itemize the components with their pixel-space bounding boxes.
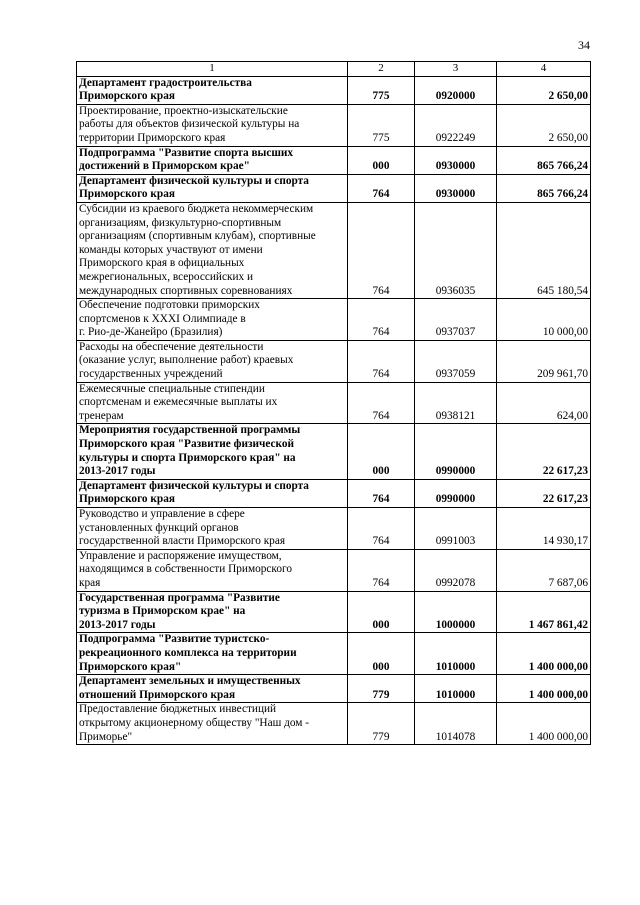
description-line: Приморского края в официальных xyxy=(79,257,245,270)
description-line: тренерам xyxy=(79,409,124,422)
table-row xyxy=(77,146,591,174)
description-line: туризма в Приморском крае" на xyxy=(79,605,246,618)
department-code: 764 xyxy=(348,508,415,550)
row-description xyxy=(77,549,348,591)
description-line: Подпрограмма "Развитие спорта высших xyxy=(79,146,294,159)
description-line: организациям, физкультурно-спортивным xyxy=(79,216,282,229)
description-line: Ежемесячные специальные стипендии xyxy=(79,382,265,395)
amount: 209 961,70 xyxy=(497,340,591,382)
description-line: установленных функций органов xyxy=(79,521,239,534)
table-row xyxy=(77,508,591,550)
table-row xyxy=(77,549,591,591)
description-line: Приморского края xyxy=(79,90,175,103)
table-row xyxy=(77,633,591,675)
target-article-code: 0990000 xyxy=(415,479,497,507)
row-description xyxy=(77,202,348,298)
description-line: Приморского края "Развитие физической xyxy=(79,438,295,451)
description-line: (оказание услуг, выполнение работ) краевых xyxy=(79,354,294,367)
row-description xyxy=(77,340,348,382)
description-line: государственных учреждений xyxy=(79,368,223,381)
budget-table xyxy=(76,61,591,745)
description-line: команды которых участвуют от имени xyxy=(79,243,263,256)
table-row xyxy=(77,340,591,382)
target-article-code: 0937037 xyxy=(415,299,497,341)
description-line: Предоставление бюджетных инвестиций xyxy=(79,703,277,716)
description-line: достижений в Приморском крае" xyxy=(79,160,250,173)
target-article-code: 0938121 xyxy=(415,382,497,424)
amount: 624,00 xyxy=(497,382,591,424)
description-line: работы для объектов физической культуры на xyxy=(79,118,300,131)
amount: 865 766,24 xyxy=(497,174,591,202)
page-number: 34 xyxy=(578,38,590,52)
description-line: находящимся в собственности Приморского xyxy=(79,563,292,576)
table-row xyxy=(77,174,591,202)
target-article-code: 0937059 xyxy=(415,340,497,382)
department-code: 764 xyxy=(348,340,415,382)
amount: 14 930,17 xyxy=(497,508,591,550)
table-row xyxy=(77,675,591,703)
department-code: 779 xyxy=(348,675,415,703)
row-description xyxy=(77,508,348,550)
description-line: культуры и спорта Приморского края" на xyxy=(79,451,296,464)
table-row xyxy=(77,76,591,104)
row-description xyxy=(77,424,348,479)
description-line: Проектирование, проектно-изыскательские xyxy=(79,104,288,117)
description-line: Руководство и управление в сфере xyxy=(79,508,245,520)
row-description xyxy=(77,479,348,507)
description-line: 2013-2017 годы xyxy=(79,465,156,478)
description-line: г. Рио-де-Жанейро (Бразилия) xyxy=(79,326,223,339)
column-header: 2 xyxy=(348,62,415,77)
description-line: спортсменам и ежемесячные выплаты их xyxy=(79,396,278,409)
description-line: Приморского края xyxy=(79,493,175,506)
description-line: Департамент физической культуры и спорта xyxy=(79,174,309,187)
description-line: отношений Приморского края xyxy=(79,688,236,701)
department-code: 764 xyxy=(348,479,415,507)
description-line: Обеспечение подготовки приморских xyxy=(79,299,260,312)
amount: 7 687,06 xyxy=(497,549,591,591)
department-code: 764 xyxy=(348,202,415,298)
row-description xyxy=(77,703,348,745)
table-row xyxy=(77,479,591,507)
amount: 1 467 861,42 xyxy=(497,591,591,633)
description-line: рекреационного комплекса на территории xyxy=(79,646,297,659)
row-description xyxy=(77,104,348,146)
amount: 1 400 000,00 xyxy=(497,633,591,675)
target-article-code: 1010000 xyxy=(415,633,497,675)
description-line: спортсменов к XXXI Олимпиаде в xyxy=(79,312,246,325)
description-line: Департамент земельных и имущественных xyxy=(79,675,301,688)
row-description xyxy=(77,591,348,633)
row-description xyxy=(77,382,348,424)
row-description xyxy=(77,675,348,703)
column-header: 1 xyxy=(77,62,348,77)
description-line: Приморского края" xyxy=(79,660,182,673)
description-line: Приморье" xyxy=(79,730,133,743)
department-code: 000 xyxy=(348,424,415,479)
table-row xyxy=(77,382,591,424)
target-article-code: 0922249 xyxy=(415,104,497,146)
amount: 865 766,24 xyxy=(497,146,591,174)
department-code: 775 xyxy=(348,104,415,146)
column-header: 4 xyxy=(497,62,591,77)
department-code: 000 xyxy=(348,146,415,174)
amount: 22 617,23 xyxy=(497,424,591,479)
row-description xyxy=(77,76,348,104)
budget-table-body xyxy=(77,62,591,745)
target-article-code: 1014078 xyxy=(415,703,497,745)
description-line: Субсидии из краевого бюджета некоммерческим xyxy=(79,202,314,215)
description-line: государственной власти Приморского края xyxy=(79,535,286,548)
target-article-code: 1000000 xyxy=(415,591,497,633)
target-article-code: 0991003 xyxy=(415,508,497,550)
amount: 22 617,23 xyxy=(497,479,591,507)
table-row xyxy=(77,703,591,745)
description-line: организациям (спортивным клубам), спортивные xyxy=(79,230,316,243)
description-line: Департамент градостроительства xyxy=(79,76,252,89)
description-line: Государственная программа "Развитие xyxy=(79,591,280,604)
amount: 1 400 000,00 xyxy=(497,703,591,745)
table-row xyxy=(77,424,591,479)
department-code: 779 xyxy=(348,703,415,745)
department-code: 000 xyxy=(348,591,415,633)
row-description xyxy=(77,146,348,174)
department-code: 764 xyxy=(348,549,415,591)
description-line: территории Приморского края xyxy=(79,131,226,144)
target-article-code: 0990000 xyxy=(415,424,497,479)
row-description xyxy=(77,633,348,675)
amount: 10 000,00 xyxy=(497,299,591,341)
target-article-code: 0992078 xyxy=(415,549,497,591)
table-row xyxy=(77,299,591,341)
description-line: Приморского края xyxy=(79,188,175,201)
description-line: Подпрограмма "Развитие туристско- xyxy=(79,633,270,646)
target-article-code: 1010000 xyxy=(415,675,497,703)
department-code: 764 xyxy=(348,299,415,341)
description-line: 2013-2017 годы xyxy=(79,618,156,631)
department-code: 764 xyxy=(348,382,415,424)
description-line: Мероприятия государственной программы xyxy=(79,424,301,437)
amount: 2 650,00 xyxy=(497,104,591,146)
description-line: открытому акционерному обществу "Наш дом - xyxy=(79,716,310,729)
description-line: межрегиональных, всероссийских и xyxy=(79,270,254,283)
amount: 645 180,54 xyxy=(497,202,591,298)
table-row xyxy=(77,591,591,633)
target-article-code: 0920000 xyxy=(415,76,497,104)
row-description xyxy=(77,174,348,202)
target-article-code: 0930000 xyxy=(415,146,497,174)
column-header: 3 xyxy=(415,62,497,77)
department-code: 775 xyxy=(348,76,415,104)
description-line: Департамент физической культуры и спорта xyxy=(79,479,309,492)
description-line: международных спортивных соревнованиях xyxy=(79,284,293,297)
description-line: края xyxy=(79,576,101,589)
description-line: Расходы на обеспечение деятельности xyxy=(79,340,264,353)
row-description xyxy=(77,299,348,341)
description-line: Управление и распоряжение имуществом, xyxy=(79,549,282,562)
department-code: 764 xyxy=(348,174,415,202)
table-row xyxy=(77,104,591,146)
amount: 2 650,00 xyxy=(497,76,591,104)
target-article-code: 0930000 xyxy=(415,174,497,202)
amount: 1 400 000,00 xyxy=(497,675,591,703)
target-article-code: 0936035 xyxy=(415,202,497,298)
department-code: 000 xyxy=(348,633,415,675)
table-header-row xyxy=(77,62,591,77)
table-row xyxy=(77,202,591,298)
